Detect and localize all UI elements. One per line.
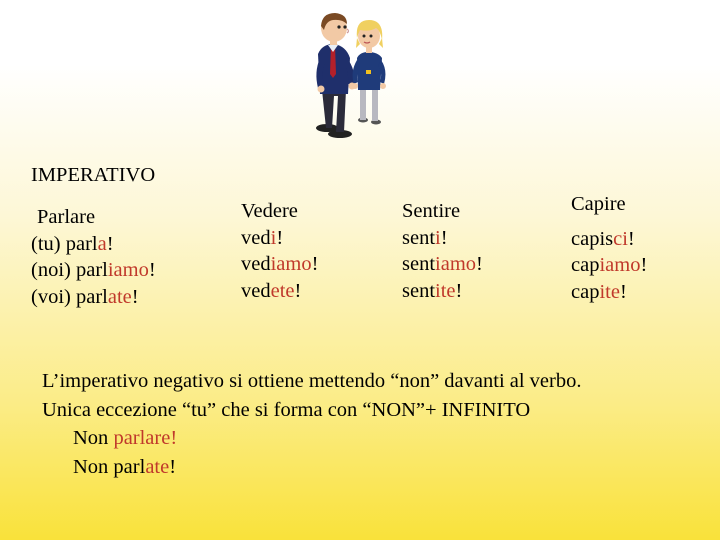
woman-figure [352, 20, 386, 125]
conjugation-column-parlare [31, 204, 156, 310]
conjugation-row: (voi) parlate! [31, 285, 139, 308]
conjugation-row: sentiamo! [402, 253, 483, 275]
two-people-talking-illustration [300, 8, 400, 140]
conjugation-row: capisci! [571, 227, 635, 250]
conjugation-row: sentite! [402, 279, 463, 302]
conjugation-column-capire [571, 191, 647, 305]
note-line: L’imperativo negativo si ottiene mettendo “non” davanti al verbo. [42, 370, 582, 392]
verb-heading: Sentire [402, 200, 461, 222]
conjugation-row: senti! [402, 226, 448, 249]
example-line: Non parlare! [73, 427, 178, 449]
conjugation-row: capite! [571, 280, 627, 303]
negative-imperative-notes [42, 367, 582, 481]
slide-title: IMPERATIVO [31, 164, 156, 186]
verb-heading: Vedere [241, 200, 298, 222]
conjugation-row: vediamo! [241, 253, 319, 275]
example-line: Non parlate! [73, 455, 177, 478]
verb-heading: Capire [571, 193, 626, 215]
conjugation-row: vedi! [241, 226, 284, 249]
conjugation-row: (tu) parla! [31, 232, 114, 255]
conjugation-row: (noi) parliamo! [31, 259, 156, 281]
conjugation-column-sentire [402, 198, 483, 304]
man-figure [316, 13, 356, 138]
conjugation-row: vedete! [241, 279, 302, 302]
conjugation-column-vedere [241, 198, 318, 304]
conjugation-row: capiamo! [571, 254, 648, 276]
note-line: Unica eccezione “tu” che si forma con “NON”+ INFINITO [42, 398, 531, 421]
verb-heading: Parlare [37, 206, 96, 228]
